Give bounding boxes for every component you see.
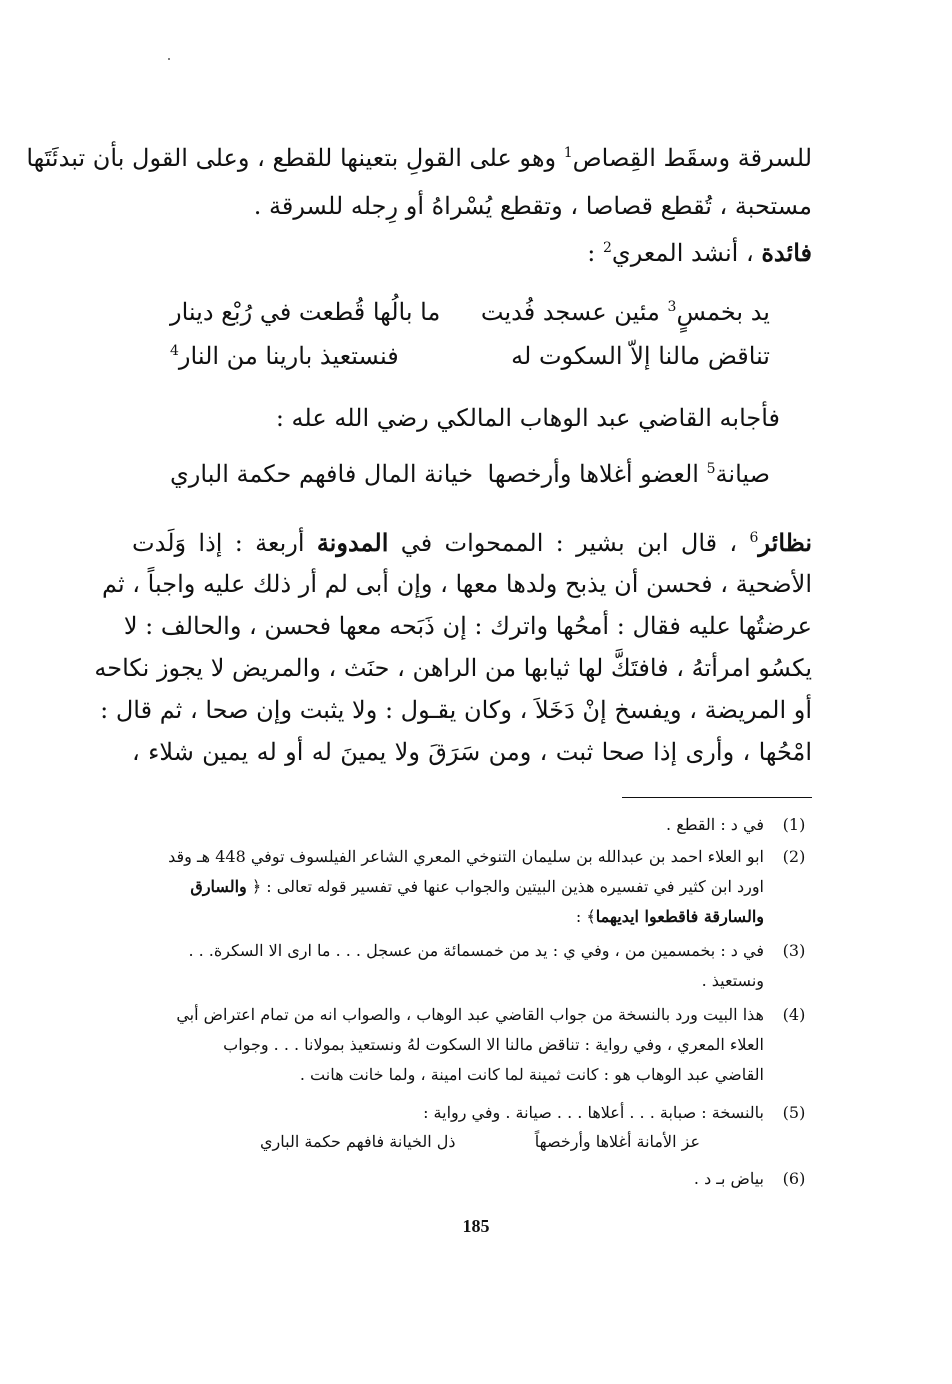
footnote-5-verse <box>260 1132 700 1162</box>
footnote-line <box>138 902 764 932</box>
footnote-ref: 3 <box>667 299 677 315</box>
footnote-1 <box>138 810 814 840</box>
footnote-separator <box>622 797 812 798</box>
scan-speck <box>168 58 170 60</box>
body-text: ، قال ابن بشير : الممحوات في <box>388 529 750 557</box>
footnote-line: هذا البيت ورد بالنسخة من جواب القاضي عبد الوهاب ، والصواب انه من تمام اعتراض أبي <box>176 1005 764 1024</box>
verse-second-hemistich: ذل الخيانة فافهم حكمة الباري <box>260 1132 456 1151</box>
footnote-text: في د : القطع . <box>666 815 764 834</box>
footnote-segment: ﴾ : <box>575 907 596 926</box>
nazair-label: نظائر <box>758 528 812 557</box>
verse-2-first-hemistich: تناقض مالنا إلاّ السكوت له <box>511 342 770 370</box>
footnote-number: (6) <box>782 1169 806 1188</box>
quran-quote: والسارقة فاقطعوا ايديهما <box>595 907 764 926</box>
body-text: الأضحية ، فحسن أن يذبح ولدها معها ، وإن أبى لم أر ذلك عليه واجباً ، ثم <box>102 570 812 598</box>
footnote-6 <box>138 1164 814 1194</box>
footnote-4 <box>138 1000 814 1090</box>
verse-3 <box>170 460 770 500</box>
footnote-line: العلاء المعري ، وفي رواية : تناقض مالنا الا السكوت لهُ ونستعيذ بمولانا . . . وجواب <box>223 1035 764 1054</box>
footnote-text <box>138 842 764 932</box>
footnote-text: بالنسخة : صبابة . . . أعلاها . . . صيانة . وفي رواية : <box>423 1103 764 1122</box>
body-line <box>100 696 812 724</box>
footnote-ref: 2 <box>602 240 612 256</box>
faida-label: فائدة <box>761 238 812 267</box>
verse-text: صيانة <box>715 460 770 488</box>
verse-1-first-hemistich <box>481 298 770 326</box>
body-line-2 <box>132 192 812 220</box>
footnote-line: ابو العلاء احمد بن عبدالله بن سليمان التنوخي المعري الشاعر الفيلسوف توفي 448 هـ وقد <box>168 847 764 866</box>
body-text: امْحُها ، وأرى إذا صحا ثبت ، ومن سَرَقَ ولا يمينَ له أو له يمين شلاء ، <box>132 738 812 766</box>
body-text: فأجابه القاضي عبد الوهاب المالكي رضي الله عله : <box>275 404 780 432</box>
body-line <box>102 570 812 598</box>
footnote-3 <box>138 936 814 996</box>
nazair-line-1 <box>132 528 812 557</box>
footnote-5 <box>138 1098 814 1128</box>
faida-line <box>132 238 812 267</box>
body-text: : <box>587 239 603 267</box>
body-text: يكسُو امرأتهُ ، فافتَكَّ لها ثيابها من الراهن ، حنَث ، والمريض لا يجوز نكاحه <box>94 654 812 682</box>
verse-2-second-hemistich <box>170 342 399 370</box>
footnote-line: ونستعيذ . <box>701 971 764 990</box>
body-text: عرضتُها عليه فقال : أمحُها واترك : إن ذَبَحه معها فحسن ، والحالف : لا <box>123 612 812 640</box>
footnote-text <box>138 936 764 996</box>
verse-text: يد بخمسٍ <box>676 298 770 326</box>
footnote-number: (1) <box>782 815 806 834</box>
verse-1 <box>170 298 770 338</box>
body-line-1 <box>26 144 812 172</box>
body-text: وهو على القولِ بتعينها للقطع ، وعلى القول بأن تبدئَتَها <box>26 144 564 172</box>
verse-text: فنستعيذ بارينا من النار <box>178 342 399 370</box>
verse-1-second-hemistich: ما بالُها قُطعت في رُبْع دينار <box>170 298 441 326</box>
body-text: مستحبة ، تُقطع قصاصا ، وتقطع يُسْراهُ أو رِجله للسرقة . <box>253 192 812 220</box>
footnote-ref: 1 <box>563 145 573 161</box>
footnote-2 <box>138 842 814 932</box>
body-line <box>94 654 812 682</box>
mudawwana-label: المدونة <box>316 528 389 557</box>
footnote-ref: 5 <box>706 461 716 477</box>
footnote-number: (3) <box>782 941 806 960</box>
verse-text: العضو أغلاها وأرخصها <box>487 460 707 488</box>
body-text: أربعة : إذا وَلَدت <box>132 529 317 557</box>
footnote-number: (5) <box>782 1103 806 1122</box>
verse-2 <box>170 342 770 382</box>
footnote-number: (4) <box>782 1005 806 1024</box>
verse-first-hemistich: عز الأمانة أغلاها وأرخصهاً <box>534 1132 700 1151</box>
body-text: للسرقة وسقَط القِصاص <box>572 144 812 172</box>
body-line <box>123 612 812 640</box>
verse-text: مئين عسجد فُديت <box>480 298 668 326</box>
answer-intro <box>150 404 780 432</box>
verse-3-second-hemistich: خيانة المال فافهم حكمة الباري <box>170 460 474 488</box>
page-number: 185 <box>462 1216 490 1236</box>
footnote-line: القاضي عبد الوهاب هو : كانت ثمينة لما كانت امينة ، ولما خانت هانت . <box>299 1065 764 1084</box>
footnote-text: بياض بـ د . <box>693 1169 764 1188</box>
footnote-segment: اورد ابن كثير في تفسيره هذين البيتين والجواب عنها في تفسير قوله تعالى : ﴿ <box>246 877 764 896</box>
body-text: أو المريضة ، ويفسخ إنْ دَخَلاَ ، وكان يقـول : ولا يثبت وإن صحا ، ثم قال : <box>100 696 812 724</box>
footnote-number: (2) <box>782 847 806 866</box>
body-line <box>132 738 812 766</box>
footnote-ref: 6 <box>749 530 759 546</box>
footnote-text <box>138 1000 764 1090</box>
footnote-line <box>138 872 764 902</box>
footnote-line: في د : بخمسمين من ، وفي ي : يد من خمسمائة من عسجل . . . ما ارى الا السكرة. . . <box>188 941 764 960</box>
body-text: ، أنشد المعري <box>611 239 762 267</box>
quran-quote: والسارق <box>190 877 247 896</box>
footnote-ref: 4 <box>170 343 179 359</box>
verse-3-first-hemistich <box>488 460 770 488</box>
